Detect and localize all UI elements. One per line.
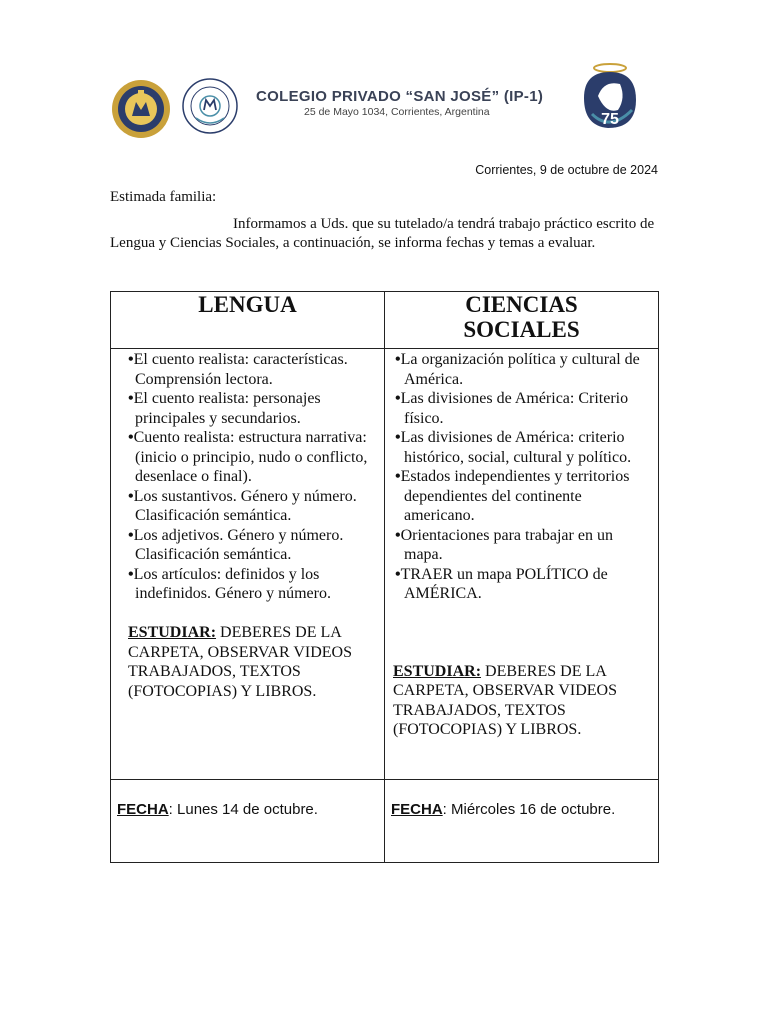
- topic-text: La organización política y cultural de América.: [400, 351, 640, 388]
- lengua-topics-cell: [111, 349, 385, 780]
- column-header-sociales-text: CIENCIAS SOCIALES: [463, 292, 580, 342]
- sociales-topics-cell: [385, 349, 659, 780]
- fecha-text: : Miércoles 16 de octubre.: [442, 801, 616, 818]
- list-item: [128, 565, 378, 604]
- list-item: [393, 526, 654, 565]
- bullet-icon: •: [395, 429, 401, 446]
- topic-text: El cuento realista: personajes principales y secundarios.: [133, 390, 321, 427]
- topic-text: El cuento realista: características. Comprensión lectora.: [133, 351, 348, 388]
- lengua-study-note: [128, 623, 378, 701]
- study-label: ESTUDIAR:: [393, 662, 482, 680]
- school-info: [256, 88, 566, 118]
- sociales-date-cell: [385, 780, 659, 863]
- table-content-row: [111, 349, 659, 780]
- bullet-icon: •: [395, 390, 401, 407]
- bullet-icon: •: [395, 526, 401, 544]
- bullet-icon: •: [128, 351, 134, 368]
- bullet-icon: •: [395, 565, 401, 583]
- study-text: DEBERES DE LA CARPETA, OBSERVAR VIDEOS TRABAJADOS, TEXTOS (FOTOCOPIAS) Y LIBROS.: [393, 662, 617, 738]
- topic-text: Estados independientes y territorios dependientes del continente americano.: [400, 468, 630, 524]
- letter-intro: Informamos a Uds. que su tutelado/a tendrá trabajo práctico escrito de Lengua y Ciencias Sociales, a continuación, se informa fechas y temas a evaluar.: [110, 216, 655, 251]
- bullet-icon: •: [128, 487, 134, 505]
- crest-logo-icon: [110, 78, 172, 140]
- study-label: ESTUDIAR:: [128, 624, 217, 641]
- lengua-date-cell: [111, 780, 385, 863]
- topic-text: Los artículos: definidos y los indefinidos. Género y número.: [133, 565, 331, 602]
- list-item: [393, 350, 654, 389]
- fecha-label: FECHA: [391, 801, 443, 818]
- letterhead: [110, 58, 658, 134]
- column-header-sociales: [385, 292, 659, 349]
- topic-text: Las divisiones de América: Criterio físico.: [400, 390, 629, 427]
- list-item: [128, 428, 378, 487]
- topic-text: Los sustantivos. Género y número. Clasificación semántica.: [133, 487, 357, 524]
- bullet-icon: •: [128, 390, 134, 407]
- list-item: [393, 428, 654, 467]
- bullet-icon: •: [395, 468, 401, 485]
- table-header-row: [111, 292, 659, 349]
- topic-text: Cuento realista: estructura narrativa: (inicio o principio, nudo o conflicto, desenlace o final).: [133, 429, 368, 485]
- topic-text: Los adjetivos. Género y número. Clasificación semántica.: [133, 526, 344, 563]
- fecha-text: : Lunes 14 de octubre.: [168, 801, 318, 818]
- bullet-icon: •: [128, 429, 134, 446]
- exam-topics-table: [110, 291, 659, 863]
- list-item: [128, 526, 378, 565]
- table-date-row: [111, 780, 659, 863]
- list-item: [393, 389, 654, 428]
- topic-text: Las divisiones de América: criterio histórico, social, cultural y político.: [400, 429, 632, 466]
- topic-text: Orientaciones para trabajar en un mapa.: [400, 526, 613, 563]
- fecha-label: FECHA: [117, 801, 169, 818]
- topic-text: TRAER un mapa POLÍTICO de AMÉRICA.: [400, 565, 608, 602]
- school-address: 25 de Mayo 1034, Corrientes, Argentina: [304, 106, 490, 118]
- bullet-icon: •: [395, 351, 401, 368]
- bullet-icon: •: [128, 565, 134, 583]
- list-item: [393, 565, 654, 604]
- sociales-study-note: [393, 662, 654, 740]
- list-item: [128, 350, 378, 389]
- bullet-icon: •: [128, 526, 134, 544]
- seal-logo-icon: [182, 78, 238, 134]
- list-item: [128, 487, 378, 526]
- lengua-topics-list: [128, 350, 378, 604]
- study-text: DEBERES DE LA CARPETA, OBSERVAR VIDEOS TRABAJADOS, TEXTOS (FOTOCOPIAS) Y LIBROS.: [128, 624, 352, 700]
- anniversary-badge-text: 75: [601, 111, 619, 128]
- anniversary-logo-icon: [570, 58, 646, 134]
- school-name: COLEGIO PRIVADO “SAN JOSÉ” (IP-1): [256, 88, 544, 105]
- list-item: [128, 389, 378, 428]
- letter-date: Corrientes, 9 de octubre de 2024: [475, 163, 658, 177]
- letter-greeting: Estimada familia:: [110, 189, 217, 205]
- sociales-topics-list: [393, 350, 654, 604]
- list-item: [393, 467, 654, 526]
- column-header-lengua: LENGUA: [111, 292, 385, 349]
